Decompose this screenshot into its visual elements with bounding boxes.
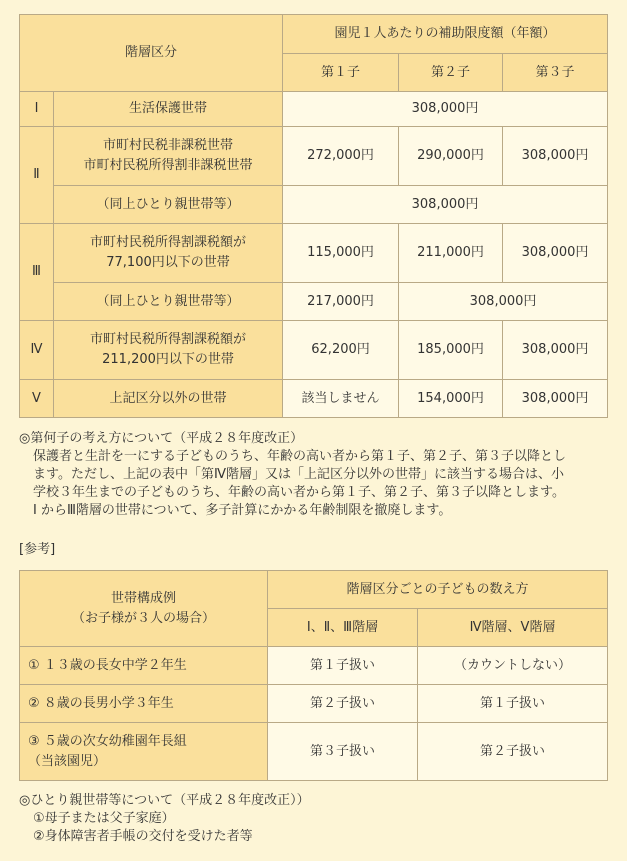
table-row — [20, 321, 608, 380]
count-a: 第１子扱い — [268, 647, 418, 685]
level-cell: Ⅲ — [20, 224, 54, 321]
note-line: ます。ただし、上記の表中「第Ⅳ階層」又は「上記区分以外の世帯」に該当する場合は、小 — [33, 467, 564, 482]
header-example — [20, 571, 268, 647]
household-label: 上記区分以外の世帯 — [54, 380, 283, 418]
table-row — [20, 92, 608, 127]
label-line: 77,100円以下の世帯 — [106, 255, 230, 270]
example-label: ② ８歳の長男小学３年生 — [20, 685, 268, 723]
header-child3: 第３子 — [503, 54, 608, 92]
label-line: 市町村民税所得割課税額が — [90, 235, 247, 250]
header-amount: 園児１人あたりの補助限度額（年額） — [283, 15, 608, 54]
note-item: ①母子または父子家庭） — [33, 811, 175, 826]
level-cell: Ⅳ — [20, 321, 54, 380]
amount-child1: 115,000円 — [283, 224, 399, 283]
household-label — [54, 127, 283, 186]
amount-child3: 308,000円 — [503, 127, 608, 186]
amount-merged: 308,000円 — [283, 186, 608, 224]
note-title: ◎ひとり親世帯等について（平成２８年度改正）） — [19, 793, 310, 808]
header-child2: 第２子 — [399, 54, 503, 92]
note-single-parent — [19, 792, 609, 846]
amount-child1: 272,000円 — [283, 127, 399, 186]
table-row — [20, 723, 608, 781]
header-levels-b: Ⅳ階層、Ⅴ階層 — [418, 609, 608, 647]
table-row — [20, 647, 608, 685]
level-cell: Ⅴ — [20, 380, 54, 418]
amount-child1: 62,200円 — [283, 321, 399, 380]
amount-child2: 290,000円 — [399, 127, 503, 186]
example-label — [20, 723, 268, 781]
header-count: 階層区分ごとの子どもの数え方 — [268, 571, 608, 609]
table-row — [20, 380, 608, 418]
table-row — [20, 186, 608, 224]
label-line: 市町村民税所得割非課税世帯 — [83, 158, 253, 173]
count-b: 第１子扱い — [418, 685, 608, 723]
label-line: 211,200円以下の世帯 — [102, 352, 234, 367]
count-a: 第２子扱い — [268, 685, 418, 723]
amount-child1: 217,000円 — [283, 283, 399, 321]
note-item: ②身体障害者手帳の交付を受けた者等 — [33, 829, 253, 844]
example-label: ① １３歳の長女中学２年生 — [20, 647, 268, 685]
amount-child3: 308,000円 — [503, 321, 608, 380]
example-table — [19, 570, 608, 781]
subsidy-table — [19, 14, 608, 418]
level-cell: Ⅰ — [20, 92, 54, 127]
table-row — [20, 127, 608, 186]
amount-child3: 308,000円 — [503, 380, 608, 418]
amount-merged: 308,000円 — [283, 92, 608, 127]
table-row — [20, 283, 608, 321]
note-line: 学校３年生までの子どものうち、年齢の高い者から第１子、第２子、第３子以降とします。 — [33, 485, 565, 500]
household-label — [54, 321, 283, 380]
note-line: 保護者と生計を一にする子どものうち、年齢の高い者から第１子、第２子、第３子以降とし — [33, 449, 567, 464]
note-line: Ⅰ からⅢ階層の世帯について、多子計算にかかる年齢制限を撤廃します。 — [33, 503, 452, 518]
household-label: （同上ひとり親世帯等） — [54, 283, 283, 321]
amount-child3: 308,000円 — [503, 224, 608, 283]
amount-child2: 185,000円 — [399, 321, 503, 380]
reference-label: [参考] — [19, 542, 56, 557]
count-a: 第３子扱い — [268, 723, 418, 781]
header-levels-a: Ⅰ、Ⅱ、Ⅲ階層 — [268, 609, 418, 647]
household-label: （同上ひとり親世帯等） — [54, 186, 283, 224]
level-cell: Ⅱ — [20, 127, 54, 224]
header-category: 階層区分 — [20, 15, 283, 92]
label-line: 市町村民税非課税世帯 — [103, 138, 234, 153]
label-line: （当該園児） — [28, 753, 107, 769]
header-child1: 第１子 — [283, 54, 399, 92]
label-line: ③ ５歳の次女幼稚園年長組 — [28, 733, 187, 749]
header-line: （お子様が３人の場合） — [71, 610, 215, 626]
count-b: （カウントしない） — [418, 647, 608, 685]
household-label: 生活保護世帯 — [54, 92, 283, 127]
household-label — [54, 224, 283, 283]
table-row — [20, 685, 608, 723]
amount-child2: 154,000円 — [399, 380, 503, 418]
amount-merged: 308,000円 — [399, 283, 608, 321]
note-child-order — [19, 430, 609, 520]
header-line: 世帯構成例 — [110, 590, 176, 606]
amount-child2: 211,000円 — [399, 224, 503, 283]
count-b: 第２子扱い — [418, 723, 608, 781]
amount-child1: 該当しません — [283, 380, 399, 418]
note-title: ◎第何子の考え方について（平成２８年度改正） — [19, 431, 304, 446]
table-row — [20, 224, 608, 283]
label-line: 市町村民税所得割課税額が — [90, 332, 247, 347]
